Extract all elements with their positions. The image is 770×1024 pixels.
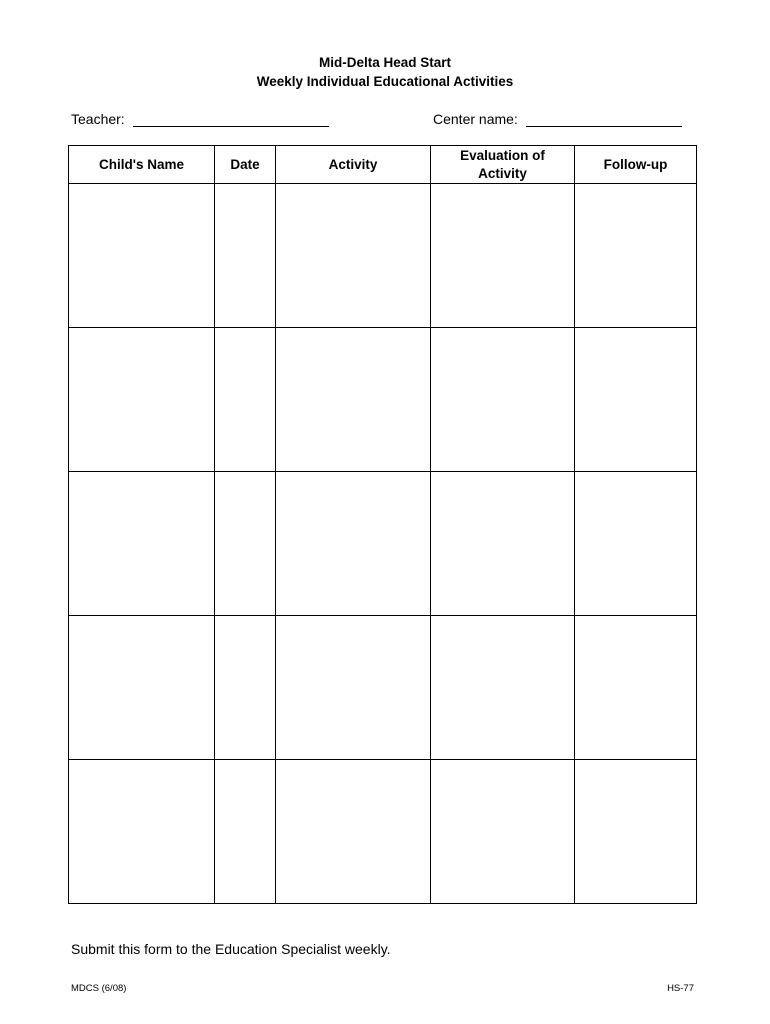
cell-childs-name[interactable]	[69, 328, 215, 472]
form-revision-code: MDCS (6/08)	[71, 983, 127, 994]
teacher-blank-line[interactable]	[133, 112, 329, 127]
activities-table	[68, 145, 697, 904]
column-header-follow-up: Follow-up	[575, 146, 697, 184]
column-header-evaluation	[431, 146, 575, 184]
cell-activity[interactable]	[276, 184, 431, 328]
teacher-field	[71, 111, 329, 127]
table-row	[69, 760, 697, 904]
cell-date[interactable]	[215, 472, 276, 616]
cell-childs-name[interactable]	[69, 760, 215, 904]
table-row	[69, 328, 697, 472]
cell-activity[interactable]	[276, 760, 431, 904]
cell-childs-name[interactable]	[69, 184, 215, 328]
table-row	[69, 184, 697, 328]
cell-evaluation[interactable]	[431, 328, 575, 472]
cell-evaluation[interactable]	[431, 760, 575, 904]
cell-date[interactable]	[215, 616, 276, 760]
form-subtitle: Weekly Individual Educational Activities	[256, 74, 514, 89]
cell-childs-name[interactable]	[69, 616, 215, 760]
cell-evaluation[interactable]	[431, 616, 575, 760]
teacher-label: Teacher:	[71, 111, 125, 127]
center-name-field	[433, 111, 682, 127]
cell-evaluation[interactable]	[431, 472, 575, 616]
table-header-row	[69, 146, 697, 184]
cell-follow-up[interactable]	[575, 616, 697, 760]
column-header-childs-name: Child's Name	[69, 146, 215, 184]
cell-activity[interactable]	[276, 472, 431, 616]
cell-evaluation[interactable]	[431, 184, 575, 328]
table-row	[69, 472, 697, 616]
center-name-blank-line[interactable]	[526, 112, 682, 127]
cell-follow-up[interactable]	[575, 328, 697, 472]
cell-date[interactable]	[215, 184, 276, 328]
cell-childs-name[interactable]	[69, 472, 215, 616]
cell-date[interactable]	[215, 328, 276, 472]
cell-activity[interactable]	[276, 616, 431, 760]
column-header-activity: Activity	[276, 146, 431, 184]
form-title: Mid-Delta Head Start	[318, 55, 452, 70]
cell-follow-up[interactable]	[575, 760, 697, 904]
cell-follow-up[interactable]	[575, 184, 697, 328]
column-header-date: Date	[215, 146, 276, 184]
column-header-evaluation-label: Evaluation of Activity	[460, 147, 545, 181]
form-number: HS-77	[667, 983, 694, 994]
cell-activity[interactable]	[276, 328, 431, 472]
submission-note: Submit this form to the Education Specialist weekly.	[71, 941, 391, 957]
table-row	[69, 616, 697, 760]
cell-follow-up[interactable]	[575, 472, 697, 616]
center-name-label: Center name:	[433, 111, 518, 127]
cell-date[interactable]	[215, 760, 276, 904]
